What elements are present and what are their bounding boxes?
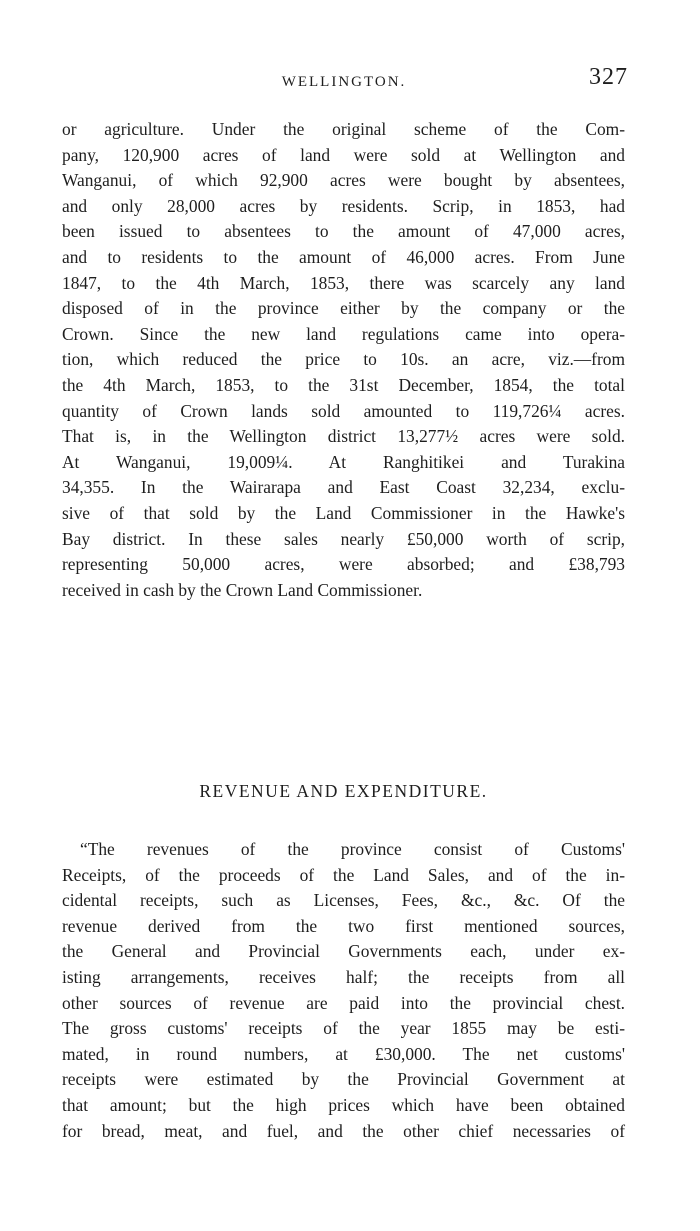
text-line: revenue derived from the two first mentioned sources, — [62, 915, 625, 936]
text-line: other sources of revenue are paid into the provincial chest. — [62, 992, 625, 1013]
text-line: “The revenues of the province consist of Customs' — [80, 839, 625, 859]
running-title: WELLINGTON. — [281, 74, 407, 90]
text-line: cidental receipts, such as Licenses, Fees, &c., &c. Of the — [62, 890, 625, 911]
text-line: receipts were estimated by the Provincial Government at — [62, 1069, 625, 1090]
text-line: for bread, meat, and fuel, and the other chief necessaries of — [62, 1120, 625, 1141]
text-line: Bay district. In these sales nearly £50,000 worth of scrip, — [62, 528, 625, 549]
text-line: That is, in the Wellington district 13,277½ acres were sold. — [62, 426, 625, 447]
text-line: representing 50,000 acres, were absorbed; and £38,793 — [62, 554, 625, 575]
text-line: that amount; but the high prices which have been obtained — [62, 1094, 625, 1115]
body-paragraph-land-sales — [62, 117, 625, 603]
running-head — [60, 64, 628, 100]
text-line: Crown. Since the new land regulations came into opera- — [62, 323, 625, 344]
text-line: 1847, to the 4th March, 1853, there was scarcely any land — [62, 272, 625, 293]
text-line: the 4th March, 1853, to the 31st December, 1854, the total — [62, 374, 625, 395]
text-line: received in cash by the Crown Land Commissioner. — [62, 579, 423, 600]
text-line: isting arrangements, receives half; the receipts from all — [62, 966, 625, 987]
text-line: and only 28,000 acres by residents. Scrip, in 1853, had — [62, 195, 625, 216]
text-line: sive of that sold by the Land Commissioner in the Hawke's — [62, 502, 625, 523]
text-line: 34,355. In the Wairarapa and East Coast 32,234, exclu- — [62, 477, 625, 498]
text-line: At Wanganui, 19,009¼. At Ranghitikei and Turakina — [62, 451, 625, 472]
text-line: or agriculture. Under the original scheme of the Com- — [62, 119, 625, 139]
text-line: been issued to absentees to the amount of 47,000 acres, — [62, 221, 625, 242]
page-number: 327 — [589, 64, 628, 90]
text-line: disposed of in the province either by the company or the — [62, 298, 625, 319]
text-line: mated, in round numbers, at £30,000. The net customs' — [62, 1043, 625, 1064]
text-line: and to residents to the amount of 46,000 acres. From June — [62, 246, 625, 267]
body-paragraph-revenue — [62, 837, 625, 1144]
text-line: the General and Provincial Governments each, under ex- — [62, 941, 625, 962]
text-line: Receipts, of the proceeds of the Land Sales, and of the in- — [62, 864, 625, 885]
text-line: Wanganui, of which 92,900 acres were bought by absentees, — [62, 170, 625, 191]
text-line: pany, 120,900 acres of land were sold at Wellington and — [62, 144, 625, 165]
text-line: quantity of Crown lands sold amounted to 119,726¼ acres. — [62, 400, 625, 421]
text-line: tion, which reduced the price to 10s. an acre, viz.—from — [62, 349, 625, 370]
section-heading: REVENUE AND EXPENDITURE. — [199, 781, 488, 801]
text-line: The gross customs' receipts of the year 1855 may be esti- — [62, 1018, 625, 1039]
